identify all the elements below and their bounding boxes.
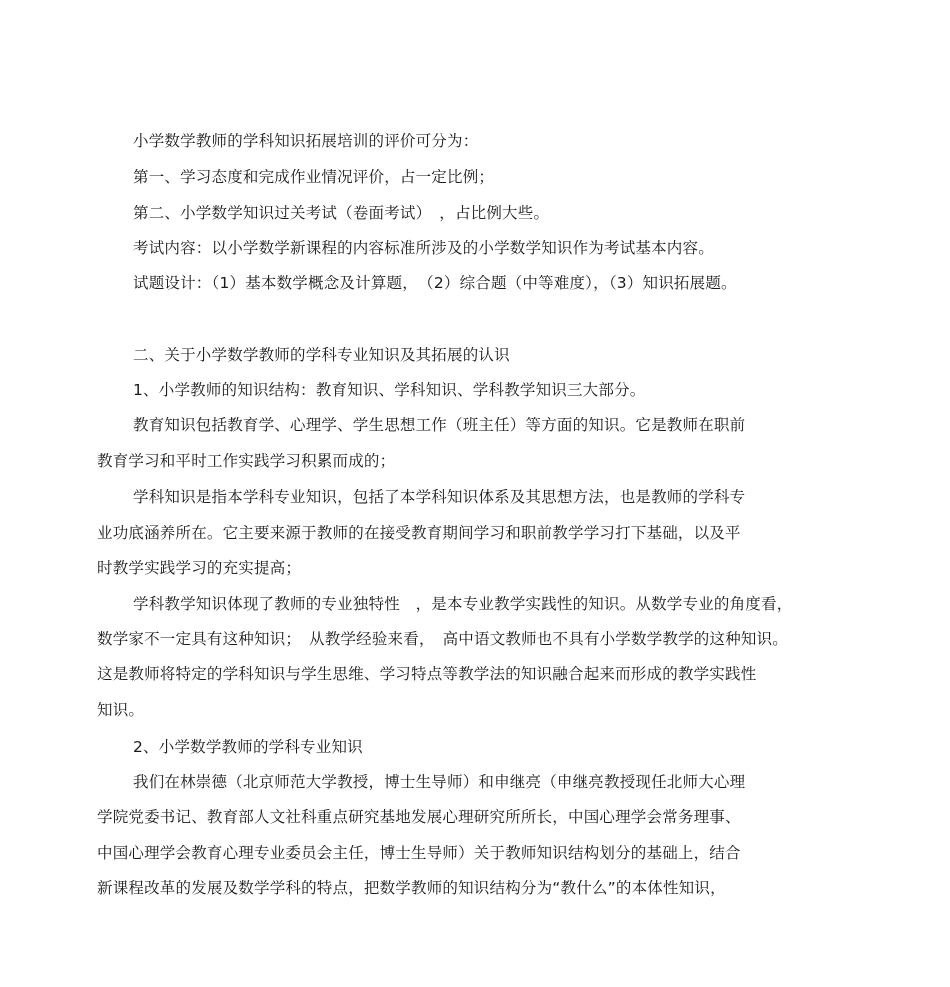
paragraph-line: 教育知识包括教育学、心理学、学生思想工作（班主任）等方面的知识。它是教师在职前 [133, 416, 746, 434]
paragraph-line: 小学数学教师的学科知识拓展培训的评价可分为： [133, 132, 479, 150]
paragraph-line: 知识。 [97, 701, 145, 719]
paragraph-line: 业功底涵养所在。它主要来源于教师的在接受教育期间学习和职前教学学习打下基础，以及平 [97, 524, 741, 542]
subsection-heading: 1、小学教师的知识结构：教育知识、学科知识、学科教学知识三大部分。 [133, 381, 646, 399]
subsection-heading: 2、小学数学教师的学科专业知识 [133, 738, 363, 756]
paragraph-line: 第二、小学数学知识过关考试（卷面考试） ，占比例大些。 [133, 204, 550, 222]
paragraph-line: 这是教师将特定的学科知识与学生思维、学习特点等教学法的知识融合起来而形成的教学实践性 [97, 665, 757, 683]
paragraph-line: 我们在林崇德（北京师范大学教授，博士生导师）和申继亮（申继亮教授现任北师大心理 [133, 773, 746, 791]
paragraph-line: 新课程改革的发展及数学学科的特点，把数学教师的知识结构分为“教什么”的本体性知识， [97, 879, 726, 897]
paragraph-line: 数学家不一定具有这种知识； 从教学经验来看， 高中语文教师也不具有小学数学教学的这种知识。 [97, 630, 789, 648]
paragraph-line: 中国心理学会教育心理专业委员会主任，博士生导师）关于教师知识结构划分的基础上，结合 [97, 844, 741, 862]
section-heading: 二、关于小学数学教师的学科专业知识及其拓展的认识 [133, 346, 510, 364]
paragraph-line: 学科教学知识体现了教师的专业独特性 ，是本专业教学实践性的知识。从数学专业的角度看， [133, 595, 793, 613]
paragraph-line: 学院党委书记、教育部人文社科重点研究基地发展心理研究所所长，中国心理学会常务理事、 [97, 808, 741, 826]
paragraph-line: 第一、学习态度和完成作业情况评价，占一定比例； [133, 168, 495, 186]
paragraph-line: 时教学实践学习的充实提高； [97, 559, 302, 577]
paragraph-line: 试题设计：（1）基本数学概念及计算题， （2）综合题（中等难度），（3）知识拓展题。 [133, 274, 737, 292]
paragraph-line: 学科知识是指本学科专业知识，包括了本学科知识体系及其思想方法，也是教师的学科专 [133, 488, 746, 506]
paragraph-line: 考试内容：以小学数学新课程的内容标准所涉及的小学数学知识作为考试基本内容。 [133, 239, 714, 257]
paragraph-line: 教育学习和平时工作实践学习积累而成的； [97, 452, 396, 470]
